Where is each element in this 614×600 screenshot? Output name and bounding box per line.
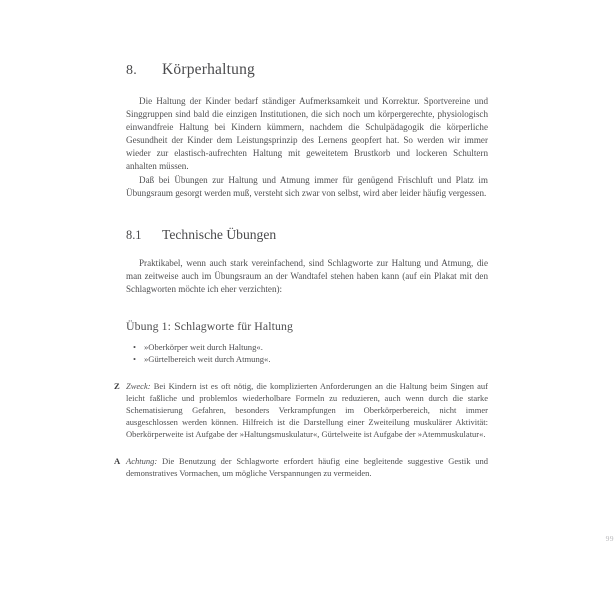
- margin-note-achtung: [114, 455, 488, 479]
- note-text: Bei Kindern ist es oft nötig, die komplizierten Anforderungen an die Haltung beim Singen auf leicht faßliche und problemlos wiederholbare Formeln zu reduzieren, auch wenn durch die starke Schematisierung Gefahren, besonders Verkrampfungen im Oberkörperbereich, nicht immer ausgeschlossen werden können. Hilfreich ist die Darstellung einer Zweiteilung muskulärer Aktivität: Oberkörperweite ist Aufgabe der »Haltungsmuskulatur«, Gürtelweite ist Aufgabe der »Atemmuskulatur«.: [126, 381, 488, 440]
- exercise-bullet-list: [126, 334, 488, 365]
- intro-paragraph-1: Die Haltung der Kinder bedarf ständiger Aufmerksamkeit und Korrektur. Sportvereine und Singgruppen sind bald die einzigen Institutionen, die sich noch um körpergerechte, physiologisch einwandfreie Haltung bei Kindern kümmern, nachdem die Schulpädagogik die körperliche Gesundheit der Kinder dem Leistungsprinzip des Lernens geopfert hat. So werden wir immer wieder zur elastisch-aufrechten Haltung mit geweitetem Brustkorb und lockeren Schultern anhalten müssen.: [126, 96, 488, 172]
- list-item: [126, 342, 488, 354]
- chapter-title: Körperhaltung: [162, 61, 255, 78]
- note-text: Die Benutzung der Schlagworte erfordert häufig eine begleitende suggestive Gestik und demonstratives Vormachen, um mögliche Verspannungen zu vermeiden.: [126, 456, 488, 479]
- bullet-dot-icon: •: [133, 353, 137, 364]
- section-title: Technische Übungen: [162, 226, 277, 242]
- chapter-number: 8.: [126, 63, 137, 78]
- page-content-column: [114, 0, 614, 543]
- bullet-dot-icon: •: [133, 342, 137, 353]
- intro-paragraph-2: Daß bei Übungen zur Haltung und Atmung immer für genügend Frischluft und Platz im Übungsraum gesorgt werden muß, versteht sich zwar von selbst, wird aber leider häufig vergessen.: [126, 174, 488, 198]
- section-heading: [126, 200, 488, 243]
- note-marker-a: A: [114, 456, 121, 467]
- note-marker-z: Z: [114, 381, 120, 392]
- section-number: 8.1: [126, 227, 142, 242]
- note-lead-label: Achtung:: [126, 456, 158, 467]
- note-lead-label: Zweck:: [126, 381, 151, 392]
- margin-note-zweck: [114, 380, 488, 440]
- note-body: [126, 455, 488, 479]
- page-folio: 99: [605, 534, 614, 543]
- note-body: [126, 380, 488, 440]
- list-item-label: »Gürtelbereich weit durch Atmung«.: [144, 353, 271, 364]
- exercise-heading: Übung 1: Schlagworte für Haltung: [126, 319, 294, 334]
- list-item-label: »Oberkörper weit durch Haltung«.: [144, 342, 263, 353]
- chapter-heading: [126, 0, 488, 79]
- section-paragraph-1: Praktikabel, wenn auch stark vereinfachend, sind Schlagworte zur Haltung und Atmung, die man zeitweise auch im Übungsraum an der Wandtafel stehen haben kann (auf ein Plakat mit den Schlagworten möchte ich eher verzichten):: [126, 257, 488, 294]
- list-item: [126, 354, 488, 366]
